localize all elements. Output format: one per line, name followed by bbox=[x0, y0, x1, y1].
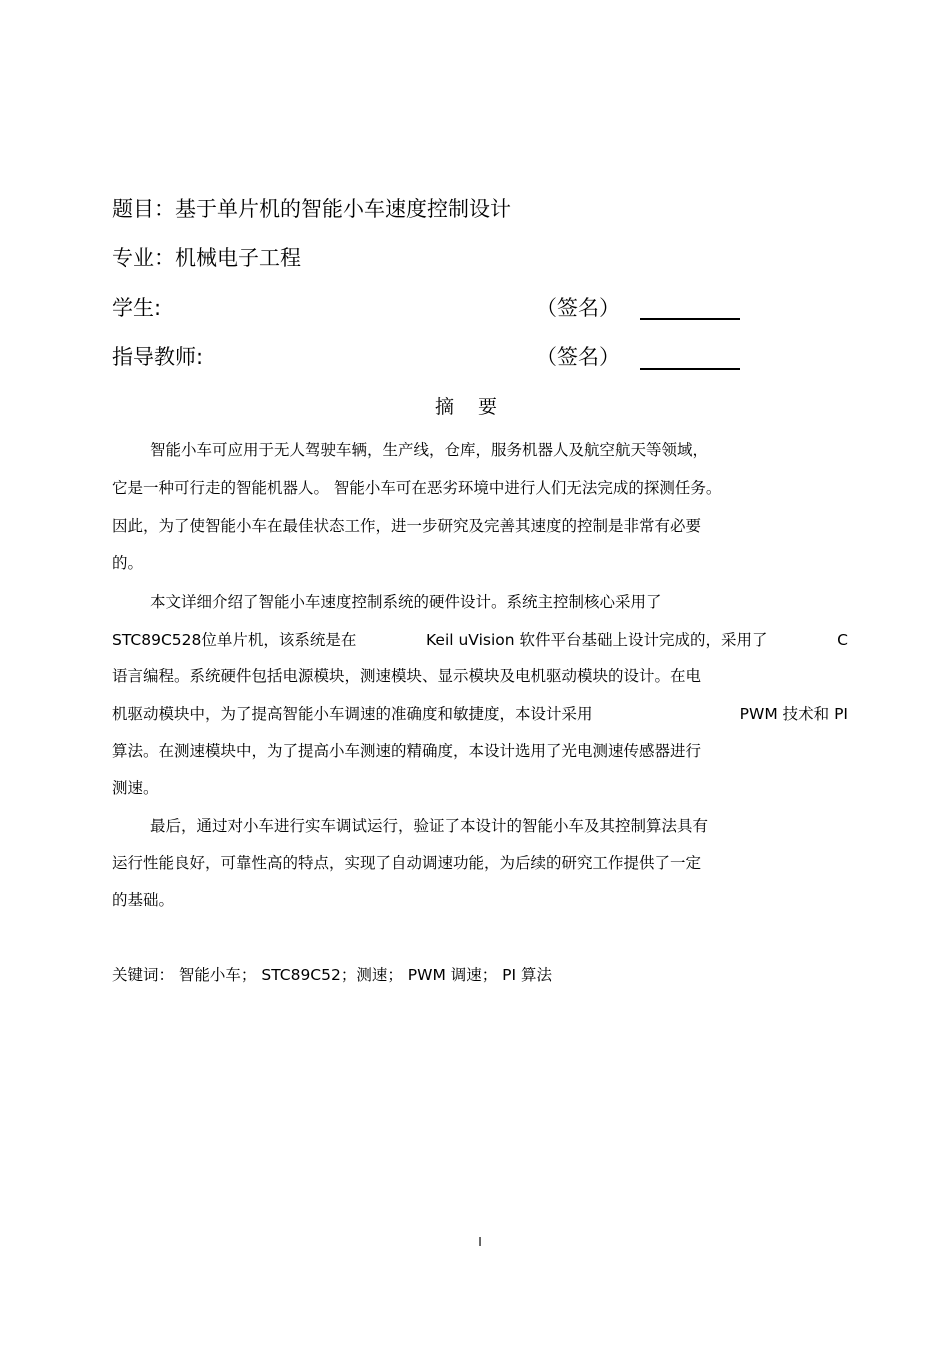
abstract-line: 本文详细介绍了智能小车速度控制系统的硬件设计。系统主控制核心采用了 bbox=[150, 593, 662, 611]
abstract-heading: 摘要 bbox=[434, 396, 521, 418]
line-segment: PWM 技术和 PI bbox=[739, 705, 848, 723]
advisor-label: 指导教师: bbox=[112, 345, 204, 369]
abstract-line: 最后，通过对小车进行实车调试运行，验证了本设计的智能小车及其控制算法具有 bbox=[150, 817, 709, 835]
abstract-line bbox=[112, 703, 848, 725]
line-segment: Keil uVision 软件平台基础上设计完成的，采用了 bbox=[426, 631, 768, 649]
student-label: 学生: bbox=[112, 296, 162, 320]
thesis-title: 题目：基于单片机的智能小车速度控制设计 bbox=[112, 197, 511, 221]
major-line: 专业：机械电子工程 bbox=[112, 246, 301, 270]
abstract-line: 语言编程。系统硬件包括电源模块，测速模块、显示模块及电机驱动模块的设计。在电 bbox=[112, 667, 702, 685]
abstract-line: 智能小车可应用于无人驾驶车辆，生产线，仓库，服务机器人及航空航天等领域， bbox=[150, 441, 709, 459]
advisor-signature-line bbox=[640, 368, 740, 370]
page-number: I bbox=[478, 1235, 482, 1249]
student-signature-label: （签名） bbox=[536, 296, 620, 320]
abstract-line: 的。 bbox=[112, 554, 144, 572]
abstract-line: 运行性能良好，可靠性高的特点，实现了自动调速功能，为后续的研究工作提供了一定 bbox=[112, 854, 702, 872]
line-segment: 机驱动模块中，为了提高智能小车调速的准确度和敏捷度，本设计采用 bbox=[112, 705, 593, 723]
abstract-line bbox=[112, 629, 848, 651]
abstract-line: 它是一种可行走的智能机器人。 智能小车可在恶劣环境中进行人们无法完成的探测任务。 bbox=[112, 479, 722, 497]
abstract-line: 的基础。 bbox=[112, 891, 175, 909]
advisor-signature-label: （签名） bbox=[536, 345, 620, 369]
student-signature-line bbox=[640, 318, 740, 320]
keywords: 关键词： 智能小车； STC89C52；测速； PWM 调速； PI 算法 bbox=[112, 966, 553, 984]
abstract-line: 算法。在测速模块中，为了提高小车测速的精确度，本设计选用了光电测速传感器进行 bbox=[112, 742, 702, 760]
line-segment: STC89C528位单片机，该系统是在 bbox=[112, 631, 357, 649]
abstract-line: 测速。 bbox=[112, 779, 159, 797]
abstract-line: 因此，为了使智能小车在最佳状态工作，进一步研究及完善其速度的控制是非常有必要 bbox=[112, 517, 702, 535]
line-segment: C bbox=[837, 631, 848, 649]
